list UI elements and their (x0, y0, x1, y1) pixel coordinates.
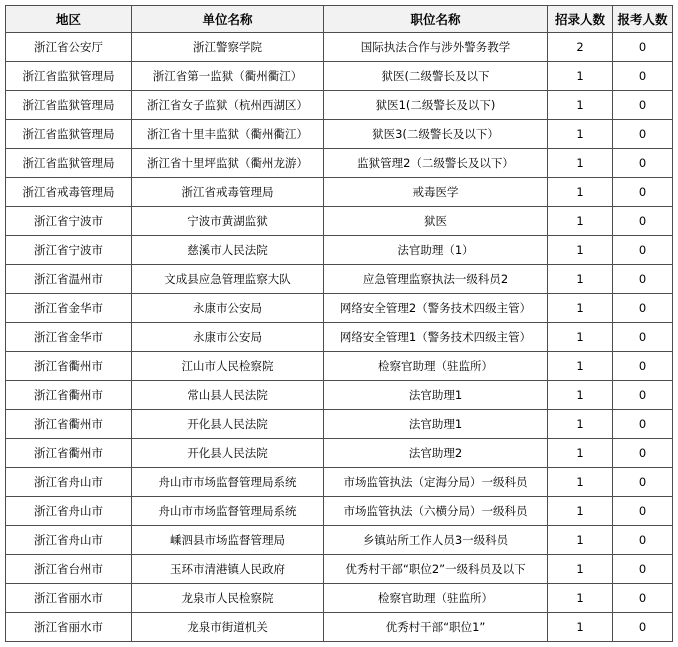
unit-name-cell: 永康市公安局 (132, 323, 324, 352)
table-row (6, 294, 673, 323)
position-name-cell: 市场监管执法（定海分局）一级科员 (324, 468, 548, 497)
recruitment-table (5, 5, 673, 642)
table-row (6, 265, 673, 294)
position-name-cell: 法官助理1 (324, 381, 548, 410)
unit-name-cell: 龙泉市人民检察院 (132, 584, 324, 613)
recruit-count-cell: 1 (548, 323, 613, 352)
table-body (6, 33, 673, 642)
unit-name-cell: 浙江省女子监狱（杭州西湖区） (132, 91, 324, 120)
table-row (6, 120, 673, 149)
table-row (6, 497, 673, 526)
recruit-count-cell: 1 (548, 381, 613, 410)
region-cell: 浙江省衢州市 (6, 439, 132, 468)
applicant-count-cell: 0 (613, 497, 673, 526)
region-cell: 浙江省舟山市 (6, 497, 132, 526)
header-row (6, 6, 673, 33)
position-name-cell: 优秀村干部“职位1” (324, 613, 548, 642)
recruit-count-cell: 1 (548, 265, 613, 294)
region-cell: 浙江省宁波市 (6, 236, 132, 265)
position-name-cell: 狱医1(二级警长及以下) (324, 91, 548, 120)
position-name-cell: 戒毒医学 (324, 178, 548, 207)
position-name-cell: 狱医(二级警长及以下 (324, 62, 548, 91)
position-name-cell: 法官助理1 (324, 410, 548, 439)
recruit-count-cell: 1 (548, 149, 613, 178)
applicant-count-cell: 0 (613, 323, 673, 352)
region-cell: 浙江省衢州市 (6, 410, 132, 439)
table-row (6, 526, 673, 555)
table-row (6, 91, 673, 120)
position-name-cell: 应急管理监察执法一级科员2 (324, 265, 548, 294)
applicant-count-cell: 0 (613, 613, 673, 642)
recruit-count-cell: 1 (548, 613, 613, 642)
recruit-count-cell: 1 (548, 439, 613, 468)
recruit-count-cell: 1 (548, 91, 613, 120)
applicant-count-cell: 0 (613, 62, 673, 91)
unit-name-cell: 玉环市清港镇人民政府 (132, 555, 324, 584)
recruit-count-cell: 2 (548, 33, 613, 62)
applicant-count-cell: 0 (613, 178, 673, 207)
unit-name-cell: 永康市公安局 (132, 294, 324, 323)
position-name-cell: 法官助理2 (324, 439, 548, 468)
recruit-count-cell: 1 (548, 236, 613, 265)
region-cell: 浙江省丽水市 (6, 613, 132, 642)
table-row (6, 584, 673, 613)
table-row (6, 149, 673, 178)
unit-name-cell: 开化县人民法院 (132, 410, 324, 439)
table-row (6, 410, 673, 439)
region-cell: 浙江省丽水市 (6, 584, 132, 613)
recruit-count-cell: 1 (548, 584, 613, 613)
header-recruit-count: 招录人数 (548, 6, 613, 33)
table-row (6, 62, 673, 91)
region-cell: 浙江省舟山市 (6, 468, 132, 497)
recruit-count-cell: 1 (548, 555, 613, 584)
applicant-count-cell: 0 (613, 468, 673, 497)
applicant-count-cell: 0 (613, 91, 673, 120)
position-name-cell: 乡镇站所工作人员3一级科员 (324, 526, 548, 555)
region-cell: 浙江省监狱管理局 (6, 120, 132, 149)
recruit-count-cell: 1 (548, 207, 613, 236)
applicant-count-cell: 0 (613, 352, 673, 381)
table-row (6, 381, 673, 410)
unit-name-cell: 浙江警察学院 (132, 33, 324, 62)
region-cell: 浙江省金华市 (6, 323, 132, 352)
applicant-count-cell: 0 (613, 439, 673, 468)
recruit-count-cell: 1 (548, 526, 613, 555)
unit-name-cell: 浙江省十里丰监狱（衢州衢江） (132, 120, 324, 149)
unit-name-cell: 龙泉市街道机关 (132, 613, 324, 642)
recruitment-table-container (5, 5, 673, 642)
header-unit-name: 单位名称 (132, 6, 324, 33)
recruit-count-cell: 1 (548, 352, 613, 381)
table-row (6, 555, 673, 584)
unit-name-cell: 嵊泗县市场监督管理局 (132, 526, 324, 555)
region-cell: 浙江省监狱管理局 (6, 62, 132, 91)
recruit-count-cell: 1 (548, 178, 613, 207)
recruit-count-cell: 1 (548, 62, 613, 91)
unit-name-cell: 舟山市市场监督管理局系统 (132, 497, 324, 526)
table-row (6, 178, 673, 207)
region-cell: 浙江省监狱管理局 (6, 91, 132, 120)
unit-name-cell: 常山县人民法院 (132, 381, 324, 410)
position-name-cell: 监狱管理2（二级警长及以下） (324, 149, 548, 178)
table-row (6, 236, 673, 265)
position-name-cell: 检察官助理（驻监所） (324, 352, 548, 381)
region-cell: 浙江省戒毒管理局 (6, 178, 132, 207)
table-row (6, 439, 673, 468)
applicant-count-cell: 0 (613, 265, 673, 294)
unit-name-cell: 江山市人民检察院 (132, 352, 324, 381)
table-row (6, 468, 673, 497)
applicant-count-cell: 0 (613, 410, 673, 439)
header-position-name: 职位名称 (324, 6, 548, 33)
position-name-cell: 狱医 (324, 207, 548, 236)
unit-name-cell: 浙江省戒毒管理局 (132, 178, 324, 207)
applicant-count-cell: 0 (613, 207, 673, 236)
table-row (6, 352, 673, 381)
unit-name-cell: 舟山市市场监督管理局系统 (132, 468, 324, 497)
applicant-count-cell: 0 (613, 149, 673, 178)
recruit-count-cell: 1 (548, 120, 613, 149)
table-row (6, 207, 673, 236)
recruit-count-cell: 1 (548, 468, 613, 497)
region-cell: 浙江省台州市 (6, 555, 132, 584)
table-row (6, 323, 673, 352)
position-name-cell: 网络安全管理2（警务技术四级主管） (324, 294, 548, 323)
applicant-count-cell: 0 (613, 381, 673, 410)
table-row (6, 613, 673, 642)
region-cell: 浙江省衢州市 (6, 381, 132, 410)
position-name-cell: 检察官助理（驻监所） (324, 584, 548, 613)
position-name-cell: 市场监管执法（六横分局）一级科员 (324, 497, 548, 526)
header-applicant-count: 报考人数 (613, 6, 673, 33)
position-name-cell: 法官助理（1） (324, 236, 548, 265)
region-cell: 浙江省宁波市 (6, 207, 132, 236)
applicant-count-cell: 0 (613, 236, 673, 265)
applicant-count-cell: 0 (613, 120, 673, 149)
region-cell: 浙江省温州市 (6, 265, 132, 294)
applicant-count-cell: 0 (613, 555, 673, 584)
applicant-count-cell: 0 (613, 584, 673, 613)
applicant-count-cell: 0 (613, 33, 673, 62)
recruit-count-cell: 1 (548, 294, 613, 323)
position-name-cell: 国际执法合作与涉外警务教学 (324, 33, 548, 62)
unit-name-cell: 宁波市黄湖监狱 (132, 207, 324, 236)
region-cell: 浙江省舟山市 (6, 526, 132, 555)
header-region: 地区 (6, 6, 132, 33)
applicant-count-cell: 0 (613, 526, 673, 555)
position-name-cell: 优秀村干部“职位2”一级科员及以下 (324, 555, 548, 584)
region-cell: 浙江省监狱管理局 (6, 149, 132, 178)
table-row (6, 33, 673, 62)
unit-name-cell: 开化县人民法院 (132, 439, 324, 468)
recruit-count-cell: 1 (548, 497, 613, 526)
region-cell: 浙江省公安厅 (6, 33, 132, 62)
position-name-cell: 网络安全管理1（警务技术四级主管） (324, 323, 548, 352)
unit-name-cell: 浙江省第一监狱（衢州衢江） (132, 62, 324, 91)
applicant-count-cell: 0 (613, 294, 673, 323)
position-name-cell: 狱医3(二级警长及以下） (324, 120, 548, 149)
recruit-count-cell: 1 (548, 410, 613, 439)
unit-name-cell: 慈溪市人民法院 (132, 236, 324, 265)
unit-name-cell: 浙江省十里坪监狱（衢州龙游） (132, 149, 324, 178)
unit-name-cell: 文成县应急管理监察大队 (132, 265, 324, 294)
region-cell: 浙江省金华市 (6, 294, 132, 323)
region-cell: 浙江省衢州市 (6, 352, 132, 381)
